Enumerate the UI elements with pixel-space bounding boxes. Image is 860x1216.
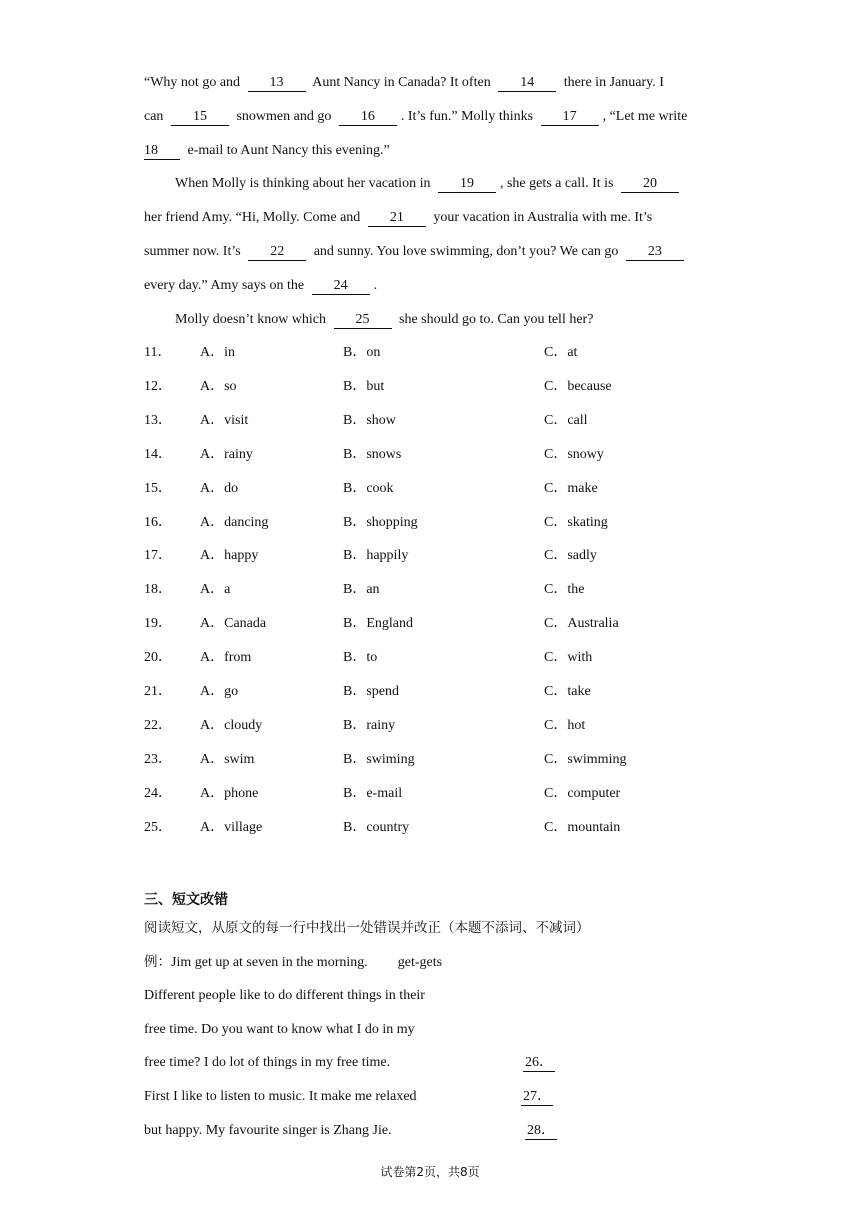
question-row [144, 818, 744, 838]
text: When Molly is thinking about her vacation in [175, 176, 434, 191]
option-c[interactable]: C．swimming [544, 752, 627, 767]
text: e-mail to Aunt Nancy this evening.” [184, 143, 390, 158]
text: , she gets a call. It is [499, 176, 617, 191]
question-number: 12． [144, 379, 172, 394]
question-row [144, 682, 744, 702]
page-footer: 试卷第2页，共8页 [380, 1165, 480, 1179]
text: Molly doesn’t know which [175, 312, 330, 327]
question-row [144, 479, 744, 499]
option-b[interactable]: B．on [343, 345, 381, 360]
option-c[interactable]: C．skating [544, 515, 608, 530]
passage-line-5 [144, 208, 724, 228]
option-a[interactable]: A．cloudy [200, 718, 263, 733]
blank-14[interactable]: 14 [498, 75, 556, 92]
blank-17[interactable]: 17 [541, 109, 599, 126]
option-c[interactable]: C．with [544, 650, 593, 665]
question-row [144, 445, 744, 465]
example-fix: get-gets [397, 955, 443, 970]
option-a[interactable]: A．a [200, 582, 231, 597]
question-row [144, 513, 744, 533]
option-c[interactable]: C．hot [544, 718, 586, 733]
question-number: 17． [144, 548, 172, 563]
option-b[interactable]: B．rainy [343, 718, 396, 733]
question-number: 20． [144, 650, 172, 665]
correction-line: Different people like to do different things in their [144, 988, 425, 1003]
blank-22[interactable]: 22 [248, 244, 306, 261]
option-c[interactable]: C．snowy [544, 447, 604, 462]
example-line [144, 952, 724, 973]
correction-line: free time? I do lot of things in my free time. [144, 1055, 391, 1070]
question-row [144, 377, 744, 397]
text: “Why not go and [144, 75, 244, 90]
correction-line: but happy. My favourite singer is Zhang Jie. [144, 1123, 392, 1138]
answer-blank-27[interactable]: 27． [523, 1089, 551, 1104]
question-row [144, 716, 744, 736]
option-b[interactable]: B．e-mail [343, 786, 403, 801]
text: . [373, 278, 378, 293]
option-a[interactable]: A．do [200, 481, 239, 496]
instruction: 阅读短文，从原文的每一行中找出一处错误并改正（本题不添词、不减词） [144, 920, 590, 936]
text: there in January. I [560, 75, 664, 90]
correction-line: First I like to listen to music. It make me relaxed [144, 1089, 417, 1104]
blank-16[interactable]: 16 [339, 109, 397, 126]
option-a[interactable]: A．rainy [200, 447, 253, 462]
option-a[interactable]: A．swim [200, 752, 255, 767]
question-number: 24． [144, 786, 172, 801]
option-a[interactable]: A．village [200, 820, 263, 835]
question-number: 15． [144, 481, 172, 496]
text: your vacation in Australia with me. It’s [429, 210, 653, 225]
passage-line-4 [175, 174, 755, 194]
question-row [144, 614, 744, 634]
blank-13[interactable]: 13 [248, 75, 306, 92]
option-a[interactable]: A．dancing [200, 515, 269, 530]
question-number: 19． [144, 616, 172, 631]
option-c[interactable]: C．make [544, 481, 598, 496]
passage-line-3 [144, 141, 724, 161]
blank-23[interactable]: 23 [626, 244, 684, 261]
option-c[interactable]: C．call [544, 413, 588, 428]
question-number: 14． [144, 447, 172, 462]
option-b[interactable]: B．happily [343, 548, 409, 563]
question-row [144, 546, 744, 566]
option-a[interactable]: A．happy [200, 548, 259, 563]
question-row [144, 648, 744, 668]
option-a[interactable]: A．go [200, 684, 239, 699]
text: her friend Amy. “Hi, Molly. Come and [144, 210, 364, 225]
option-b[interactable]: B．cook [343, 481, 394, 496]
passage-line-8 [175, 310, 755, 330]
option-a[interactable]: A．from [200, 650, 252, 665]
question-number: 21． [144, 684, 172, 699]
question-number: 18． [144, 582, 172, 597]
correction-line: free time. Do you want to know what I do in my [144, 1022, 415, 1037]
option-c[interactable]: C．mountain [544, 820, 621, 835]
option-b[interactable]: B．England [343, 616, 413, 631]
blank-20[interactable]: 20 [621, 176, 679, 193]
option-b[interactable]: B．to [343, 650, 378, 665]
question-number: 16． [144, 515, 172, 530]
blank-15[interactable]: 15 [171, 109, 229, 126]
text: she should go to. Can you tell her? [395, 312, 594, 327]
question-number: 25． [144, 820, 172, 835]
option-c[interactable]: C．at [544, 345, 578, 360]
blank-21[interactable]: 21 [368, 210, 426, 227]
blank-24[interactable]: 24 [312, 278, 370, 295]
option-b[interactable]: B．an [343, 582, 380, 597]
option-b[interactable]: B．spend [343, 684, 399, 699]
text: Aunt Nancy in Canada? It often [309, 75, 495, 90]
passage-line-1 [144, 73, 724, 93]
option-b[interactable]: B．show [343, 413, 396, 428]
text: every day.” Amy says on the [144, 278, 308, 293]
example-label: 例： [144, 954, 171, 970]
question-row [144, 750, 744, 770]
blank-19[interactable]: 19 [438, 176, 496, 193]
text: can [144, 109, 167, 124]
option-b[interactable]: B．swiming [343, 752, 415, 767]
answer-blank-28[interactable]: 28． [527, 1123, 555, 1138]
text: summer now. It’s [144, 244, 245, 259]
option-c[interactable]: C．because [544, 379, 612, 394]
passage-line-2 [144, 107, 724, 127]
question-number: 22． [144, 718, 172, 733]
question-number: 11． [144, 345, 172, 360]
question-row [144, 343, 744, 363]
option-c[interactable]: C．take [544, 684, 591, 699]
option-a[interactable]: A．visit [200, 413, 249, 428]
option-c[interactable]: C．sadly [544, 548, 597, 563]
question-number: 23． [144, 752, 172, 767]
text: and sunny. You love swimming, don’t you? We can go [310, 244, 622, 259]
example-text: Jim get up at seven in the morning. [171, 955, 368, 970]
option-b[interactable]: B．shopping [343, 515, 418, 530]
option-a[interactable]: A．so [200, 379, 237, 394]
question-number: 13． [144, 413, 172, 428]
option-b[interactable]: B．snows [343, 447, 402, 462]
option-c[interactable]: C．the [544, 582, 585, 597]
question-row [144, 784, 744, 804]
option-b[interactable]: B．country [343, 820, 410, 835]
option-a[interactable]: A．phone [200, 786, 259, 801]
option-c[interactable]: C．computer [544, 786, 621, 801]
blank-18[interactable]: 18 [144, 143, 180, 160]
answer-blank-26[interactable]: 26． [525, 1055, 553, 1070]
section-heading: 三、短文改错 [144, 892, 228, 908]
text: . It’s fun.” Molly thinks [400, 109, 537, 124]
option-c[interactable]: C．Australia [544, 616, 619, 631]
question-row [144, 580, 744, 600]
blank-25[interactable]: 25 [334, 312, 392, 329]
question-row [144, 411, 744, 431]
text: snowmen and go [232, 109, 335, 124]
option-b[interactable]: B．but [343, 379, 385, 394]
passage-line-6 [144, 242, 724, 262]
option-a[interactable]: A．in [200, 345, 235, 360]
text: , “Let me write [602, 109, 688, 124]
passage-line-7 [144, 276, 724, 296]
option-a[interactable]: A．Canada [200, 616, 267, 631]
